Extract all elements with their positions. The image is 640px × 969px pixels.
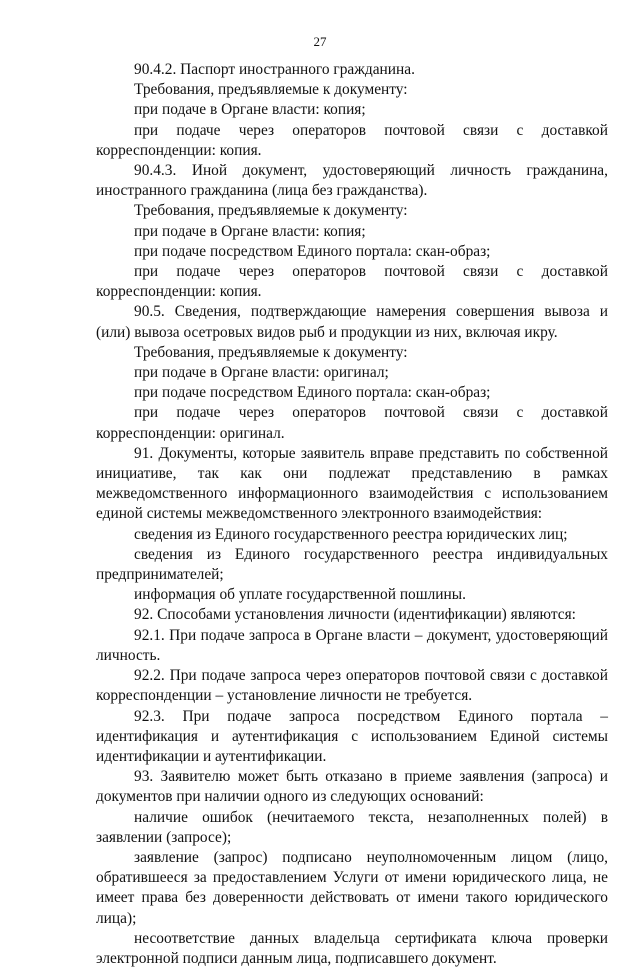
paragraph: 92.2. При подаче запроса через операторов почтовой связи с доставкой корреспонденции – установление личности не требуется. (96, 667, 608, 705)
paragraph: при подаче через операторов почтовой связи с доставкой корреспонденции: копия. (96, 263, 608, 301)
paragraph: 90.4.3. Иной документ, удостоверяющий личность гражданина, иностранного гражданина (лица без гражданства). (96, 162, 608, 200)
paragraph: 90.4.2. Паспорт иностранного гражданина. (134, 61, 415, 78)
paragraph: 92.1. При подаче запроса в Органе власти – документ, удостоверяющий личность. (96, 626, 608, 664)
paragraph: сведения из Единого государственного реестра юридических лиц; (134, 525, 568, 543)
paragraph: при подаче в Органе власти: оригинал; (134, 364, 389, 382)
paragraph: наличие ошибок (нечитаемого текста, незаполненных полей) в заявлении (запросе); (96, 808, 608, 846)
paragraph: 93. Заявителю может быть отказано в приеме заявления (запроса) и документов при наличии одного из следующих оснований: (96, 768, 608, 806)
paragraph: Требования, предъявляемые к документу: (134, 202, 408, 220)
paragraph: 91. Документы, которые заявитель вправе представить по собственной инициативе, так как они подлежат представлению в рамках межведомственного информационного взаимодействия с использованием единой системы межведомственного электронного взаимодействия: (96, 444, 608, 523)
page-body (96, 60, 608, 969)
paragraph: при подаче посредством Единого портала: скан-образ; (134, 384, 491, 402)
paragraph: информация об уплате государственной пошлины. (134, 586, 466, 604)
paragraph: при подаче посредством Единого портала: скан-образ; (134, 242, 491, 260)
paragraph: Требования, предъявляемые к документу: (134, 343, 408, 361)
paragraph: Требования, предъявляемые к документу: (134, 81, 408, 99)
paragraph: 92. Способами установления личности (идентификации) являются: (134, 606, 576, 624)
paragraph: заявление (запрос) подписано неуполномоченным лицом (лицо, обратившееся за предоставлением Услуги от имени юридического лица, не имеет права без доверенности действовать от имени такого юридического лица); (96, 848, 608, 927)
paragraph: при подаче в Органе власти: копия; (134, 222, 366, 240)
page-number: 27 (313, 34, 327, 49)
paragraph: 92.3. При подаче запроса посредством Единого портала – идентификация и аутентификация с использованием Единой системы идентификации и аутентификации. (96, 707, 608, 765)
paragraph: при подаче в Органе власти: копия; (134, 101, 366, 119)
paragraph: при подаче через операторов почтовой связи с доставкой корреспонденции: оригинал. (96, 404, 608, 442)
paragraph: при подаче через операторов почтовой связи с доставкой корреспонденции: копия. (96, 121, 608, 159)
paragraph: 90.5. Сведения, подтверждающие намерения совершения вывоза и (или) вывоза осетровых видов рыб и продукции из них, включая икру. (96, 303, 608, 341)
paragraph: сведения из Единого государственного реестра индивидуальных предпринимателей; (96, 545, 608, 584)
paragraph: несоответствие данных владельца сертификата ключа проверки электронной подписи данным лица, подписавшего документ. (96, 929, 608, 967)
